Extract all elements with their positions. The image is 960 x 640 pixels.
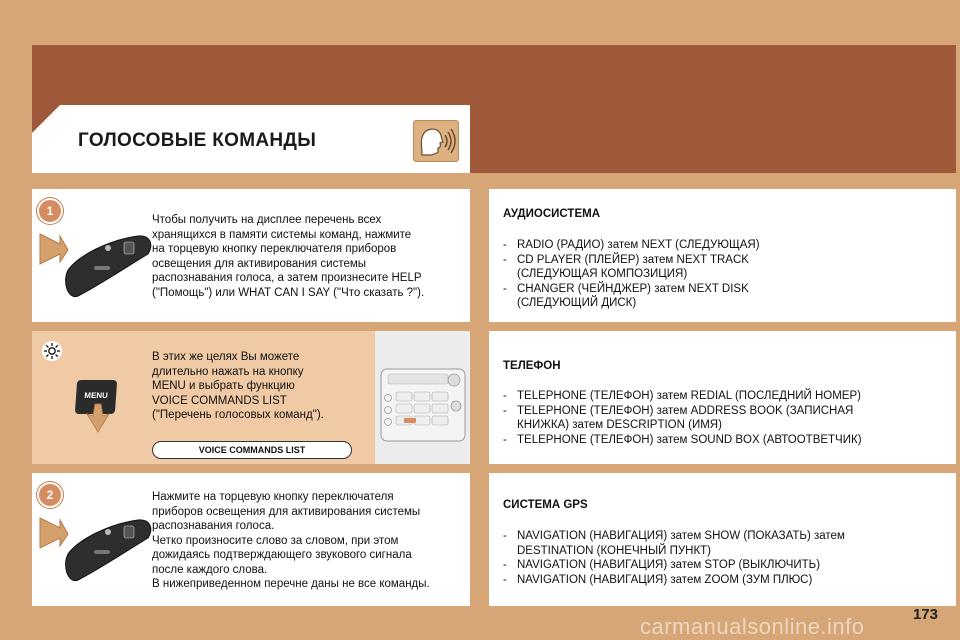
list-item: - RADIO (РАДИО) затем NEXT (СЛЕДУЮЩАЯ): [503, 238, 760, 253]
radio-unit-icon: [380, 368, 466, 442]
list-item: - NAVIGATION (НАВИГАЦИЯ) затем STOP (ВЫКЛЮЧИТЬ): [503, 558, 845, 573]
tip-text: В этих же целях Вы можете длительно нажать на кнопку MENU и выбрать функцию VOICE COMMANDS LIST ("Перечень голосовых команд").: [152, 351, 324, 421]
gps-command-list: [503, 529, 845, 587]
sun-tip-icon: [42, 341, 62, 361]
list-item: - TELEPHONE (ТЕЛЕФОН) затем SOUND BOX (АВТООТВЕТЧИК): [503, 433, 862, 448]
phone-command-list: [503, 389, 862, 447]
list-item: - TELEPHONE (ТЕЛЕФОН) затем ADDRESS BOOK (ЗАПИСНАЯ КНИЖКА) затем DESCRIPTION (ИМЯ): [503, 404, 862, 433]
section-heading-phone: ТЕЛЕФОН: [503, 360, 561, 372]
menu-button-label: MENU: [84, 391, 109, 400]
step-1-text: Чтобы получить на дисплее перечень всех хранящихся в памяти системы команд, нажмите на торцевую кнопку переключателя приборов освещения для активирования системы распознавания голоса, а затем произнесите HELP ("Помощь") или WHAT CAN I SAY ("Что сказать ?").: [152, 214, 425, 299]
list-item: - NAVIGATION (НАВИГАЦИЯ) затем ZOOM (ЗУМ ПЛЮС): [503, 573, 845, 588]
list-item: - CHANGER (ЧЕЙНДЖЕР) затем NEXT DISK (СЛЕДУЮЩИЙ ДИСК): [503, 282, 760, 311]
voice-speaking-head-icon: [413, 120, 459, 162]
voice-commands-list-label: VOICE COMMANDS LIST: [152, 441, 352, 459]
arrow-up-icon: [83, 404, 113, 432]
section-heading-audio: АУДИОСИСТЕМА: [503, 208, 601, 220]
list-item: - TELEPHONE (ТЕЛЕФОН) затем REDIAL (ПОСЛЕДНИЙ НОМЕР): [503, 389, 862, 404]
list-item: - NAVIGATION (НАВИГАЦИЯ) затем SHOW (ПОКАЗАТЬ) затем DESTINATION (КОНЕЧНЫЙ ПУНКТ): [503, 529, 845, 558]
audio-command-list: [503, 238, 760, 311]
steering-stalk-lever-icon: [38, 226, 158, 306]
page-number: 173: [912, 606, 938, 623]
page-title: ГОЛОСОВЫЕ КОМАНДЫ: [78, 130, 317, 151]
section-heading-gps: СИСТЕМА GPS: [503, 499, 588, 511]
steering-stalk-lever-icon: [38, 510, 158, 590]
step-2-text: Нажмите на торцевую кнопку переключателя приборов освещения для активирования системы распознавания голоса. Четко произносите слово за словом, при этом дожидаясь подтверждающего звукового сигнала после каждого слова. В нижеприведенном перечне даны не все команды.: [152, 491, 430, 590]
step-number-badge: 1: [37, 198, 63, 224]
list-item: - CD PLAYER (ПЛЕЙЕР) затем NEXT TRACK (СЛЕДУЮЩАЯ КОМПОЗИЦИЯ): [503, 253, 760, 282]
watermark: carmanualsonline.info: [640, 614, 865, 639]
step-number-badge: 2: [37, 482, 63, 508]
